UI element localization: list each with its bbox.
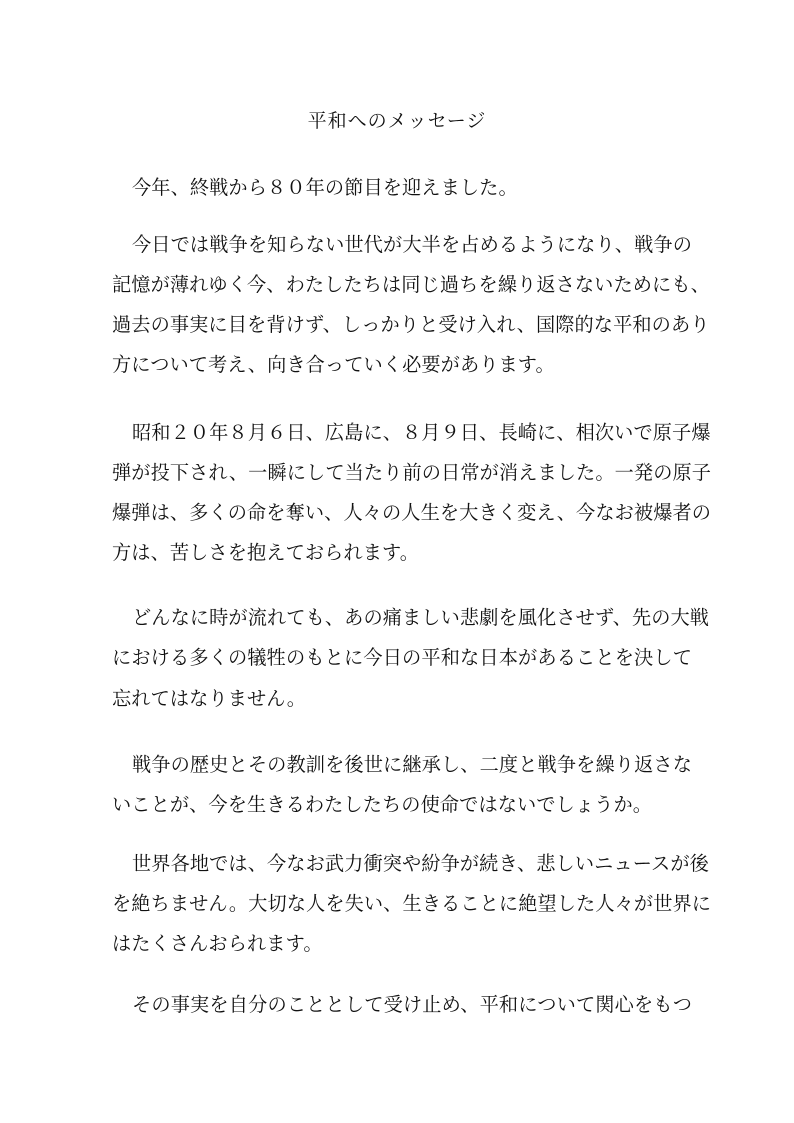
paragraph-2-line-1: 今日では戦争を知らない世代が大半を占めるようになり、戦争の <box>132 233 692 256</box>
paragraph-5-line-1: 戦争の歴史とその教訓を後世に継承し、二度と戦争を繰り返さな <box>132 753 692 776</box>
paragraph-1-line-1: 今年、終戦から８０年の節目を迎えました。 <box>132 176 518 199</box>
paragraph-2-line-3: 過去の事実に目を背けず、しっかりと受け入れ、国際的な平和のあり <box>112 313 710 336</box>
paragraph-3-line-1: 昭和２０年８月６日、広島に、８月９日、長崎に、相次いで原子爆 <box>132 421 711 444</box>
document-title: 平和へのメッセージ <box>307 110 487 132</box>
paragraph-4-line-3: 忘れてはなりません。 <box>112 687 307 710</box>
paragraph-6-line-1: 世界各地では、今なお武力衝突や紛争が続き、悲しいニュースが後 <box>132 852 709 875</box>
paragraph-4-line-1: どんなに時が流れても、あの痛ましい悲劇を風化させず、先の大戦 <box>132 606 710 629</box>
paragraph-5-line-2: いことが、今を生きるわたしたちの使命ではないでしょうか。 <box>112 793 653 816</box>
paragraph-2-line-4: 方について考え、向き合っていく必要があります。 <box>112 353 555 376</box>
paragraph-4-line-2: における多くの犠牲のもとに今日の平和な日本があることを決して <box>112 646 692 669</box>
paragraph-3-line-4: 方は、苦しさを抱えておられます。 <box>112 541 420 564</box>
paragraph-3-line-2: 弾が投下され、一瞬にして当たり前の日常が消えました。一発の原子 <box>112 461 712 484</box>
paragraph-6-line-3: はたくさんおられます。 <box>112 932 323 955</box>
paragraph-3-line-3: 爆弾は、多くの命を奪い、人々の人生を大きく変え、今なお被爆者の <box>112 501 712 524</box>
paragraph-7-line-1: その事実を自分のこととして受け止め、平和について関心をもつ <box>132 993 692 1016</box>
paragraph-6-line-2: を絶ちません。大切な人を失い、生きることに絶望した人々が世界に <box>112 892 712 915</box>
paragraph-2-line-2: 記憶が薄れゆく今、わたしたちは同じ過ちを繰り返さないためにも、 <box>112 273 710 296</box>
